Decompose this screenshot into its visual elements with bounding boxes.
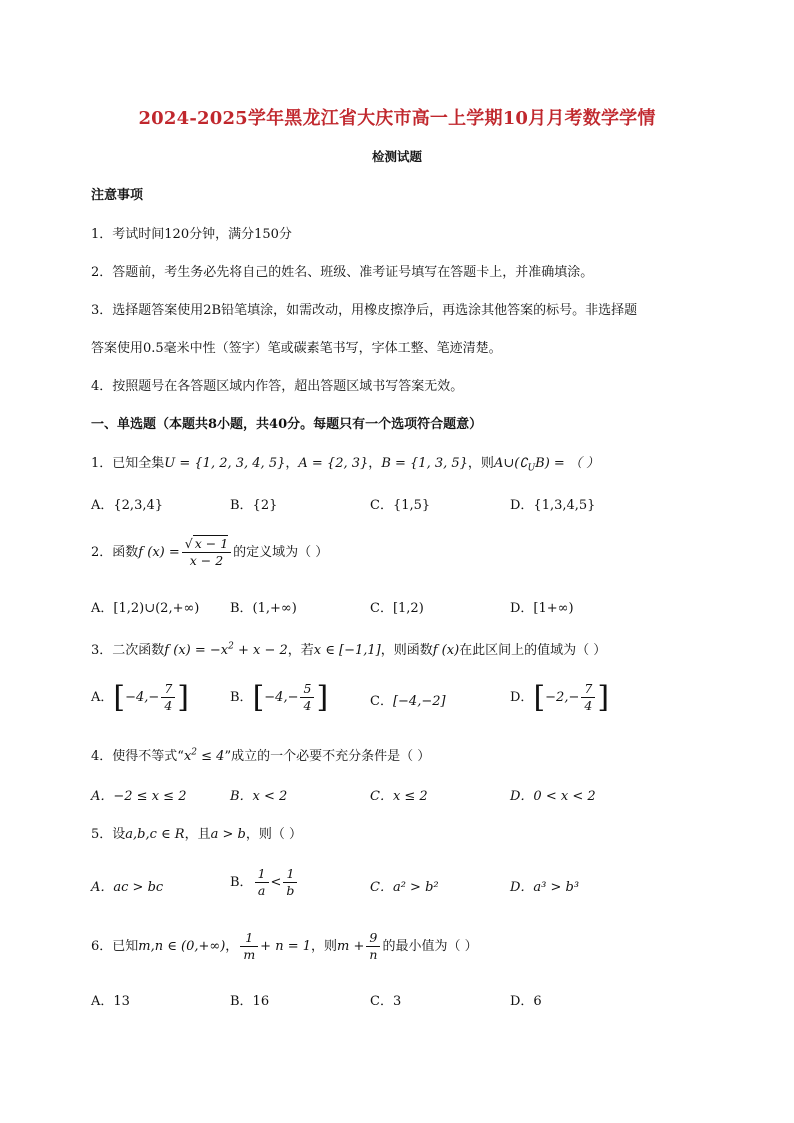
option-d: D．6 [510,994,542,1009]
option-b: B．[−4,− $\frac{5}{4}$ ] [230,680,329,715]
math-expr: A = {2, 3} [298,456,369,471]
question-1: 1．已知全集U = {1, 2, 3, 4, 5}，A = {2, 3}，B = {1, 3, 5}，则$A\cup(∁_UB)$ = （ ） [91,456,600,474]
question-text: 函数 [112,545,139,560]
math-expr: ≤ 4 [197,749,225,764]
note-item: 4．按照题号在各答题区域内作答，超出答题区域书写答案无效。 [91,379,464,394]
question-text: 的最小值为（ ） [382,939,478,954]
option-c: C．[−4,−2] [370,694,446,709]
math-expr: + x − 2 [233,643,288,658]
math-expr: B = {1, 3, 5} [381,456,468,471]
option-c: C．a² > b² [370,880,439,895]
question-text: 的定义域为（ ） [233,545,329,560]
option-a: A．[1,2)∪(2,+∞) [91,601,200,616]
question-text: ， [225,939,239,954]
option-d: D．[−2,− $\frac{7}{4}$ ] [510,680,610,715]
question-text: ，则（ ） [245,827,302,842]
question-number: 3． [91,643,113,658]
math-expr: f (x) = −x [164,643,229,658]
math-expr: a > b [210,827,246,842]
question-text: ，则 [467,456,494,471]
option-d: D．a³ > b³ [510,880,580,895]
question-6: 6．已知m,n ∈ (0,+∞)， $\frac{1}{m}$ + n = 1，则m + $\frac{9}{n}$ 的最小值为（ ） [91,930,478,962]
option-c: C．3 [370,994,402,1009]
option-a: A．13 [91,994,130,1009]
math-expr: m,n ∈ (0,+∞) [138,939,226,954]
question-text: 使得不等式“ [112,749,184,764]
question-5 [91,823,302,842]
question-number: 6． [91,939,113,954]
question-number: 4． [91,749,113,764]
math-sub: U [527,463,536,474]
question-text: 设 [112,827,126,842]
option-d: D．{1,3,4,5} [510,498,596,513]
math-expr: x [183,749,192,764]
math-expr: B) = （ ） [535,456,600,471]
option-b: B． $\frac{1}{a}$ < $\frac{1}{b}$ [230,866,299,899]
math-expr: m + [337,939,365,954]
option-b: B．{2} [230,498,278,513]
math-expr: U = {1, 2, 3, 4, 5} [164,456,286,471]
notes-heading: 注意事项 [91,188,144,203]
note-item: 2．答题前，考生务必先将自己的姓名、班级、准考证号填写在答题卡上，并准确填涂。 [91,265,594,280]
option-a: A．ac > bc [91,880,164,895]
math-expr: x ∈ [−1,1] [313,643,381,658]
option-c: C．[1,2) [370,601,424,616]
question-text: ，且 [184,827,211,842]
option-a: A．−2 ≤ x ≤ 2 [91,789,187,804]
math-sup: 2 [228,641,234,652]
option-a: A．[−4,− $\frac{7}{4}$ ] [91,680,189,715]
math-expr: x − 1 [194,536,229,551]
question-number: 1． [91,456,113,471]
option-c: C．{1,5} [370,498,431,513]
option-c: C．x ≤ 2 [370,789,428,804]
note-item: 1．考试时间120分钟，满分150分 [91,227,292,242]
question-text: ，则函数 [380,643,433,658]
question-text: 二次函数 [112,643,165,658]
math-expr: A∪(∁ [493,456,528,471]
math-expr: + n = 1 [260,939,311,954]
question-text: ，若 [287,643,314,658]
question-text: 在此区间上的值域为（ ） [459,643,607,658]
question-number: 5． [91,827,113,842]
option-b: B．16 [230,994,270,1009]
math-expr: x − 2 [189,553,224,568]
question-number: 2． [91,545,113,560]
question-text: ”成立的一个必要不充分条件是（ ） [224,749,431,764]
fraction: $\frac{√ x - 1}{x - 2}$ [182,536,231,569]
math-expr: a,b,c ∈ R [125,827,185,842]
math-expr: f (x) [432,643,460,658]
math-sup: 2 [191,747,198,758]
question-2 [91,536,328,569]
question-text: 已知 [112,939,139,954]
question-3 [91,639,606,658]
option-b: B．(1,+∞) [230,601,297,616]
section-heading: 一、单选题（本题共8小题，共40分。每题只有一个选项符合题意） [91,417,483,432]
option-a: A．{2,3,4} [91,498,164,513]
note-item: 答案使用0.5毫米中性（签字）笔或碳素笔书写，字体工整、笔迹清楚。 [91,341,502,356]
note-item: 3．选择题答案使用2B铅笔填涂，如需改动，用橡皮擦净后，再选涂其他答案的标号。非选择题 [91,303,638,318]
document-title: 2024-2025学年黑龙江省大庆市高一上学期10月月考数学学情 [138,108,656,129]
question-text: ，则 [311,939,338,954]
option-d: D．0 < x < 2 [510,789,596,804]
option-d: D．[1+∞) [510,601,574,616]
option-b: B．x < 2 [230,789,288,804]
question-text: 已知全集 [112,456,165,471]
document-subtitle: 检测试题 [371,149,422,164]
math-expr: f (x) = [138,545,180,560]
question-4 [91,745,430,764]
